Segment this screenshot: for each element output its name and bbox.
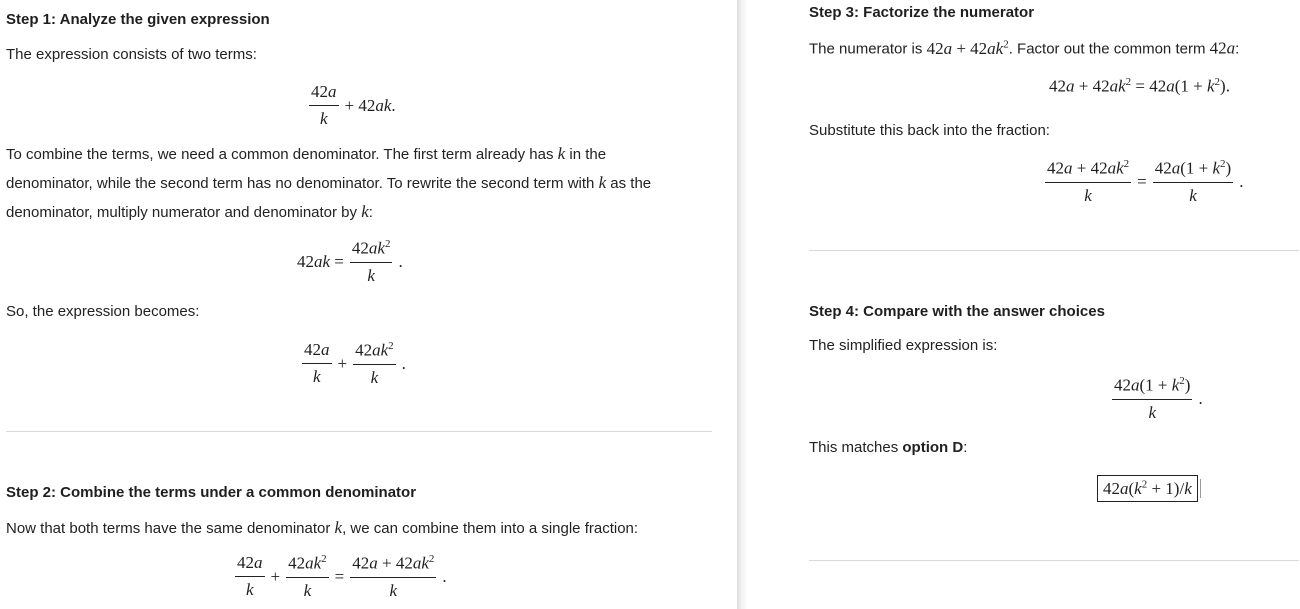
step1-explanation: To combine the terms, we need a common denominator. The first term already has k in the denominator, while the second term has no denominator. To rewrite the second term with k as the denominator, multiply numerator and denominator by k: <box>6 144 652 221</box>
simplified-expression: $\frac{42a(1 + k^2)}{k}$ . <box>1114 375 1203 422</box>
equation-combined-fraction: $\frac{42a}{k}$ + $\frac{42ak^2}{k}$ = $\frac{42a + 42ak^2}{k}$ . <box>237 553 447 600</box>
step1-intro: The expression consists of two terms: <box>6 46 257 63</box>
step1-heading: Step 1: Analyze the given expression <box>6 11 270 28</box>
equation-factorized: $42a + 42ak^2 = 42a(1 + k^2)$. <box>1049 76 1230 96</box>
equation-rewrite-second-term: 42ak = $\frac{42ak^2}{k}$ . <box>297 238 403 285</box>
divider <box>6 431 712 432</box>
step3-intro: The numerator is $42a + 42ak^2$. Factor out the common term 42a: <box>809 38 1240 58</box>
step3-heading: Step 3: Factorize the numerator <box>809 4 1035 21</box>
numerator-expression: $42a + 42ak^2$ <box>926 38 1009 58</box>
divider <box>809 250 1299 251</box>
step4-matches: This matches option D: <box>809 439 968 456</box>
common-term: 42a <box>1209 38 1236 58</box>
pane-divider-gutter <box>737 0 746 609</box>
step4-simplified: The simplified expression is: <box>809 337 998 354</box>
expression-original: $\frac{42a}{k}$ + 42ak. <box>311 82 396 128</box>
step2-intro: Now that both terms have the same denominator k, we can combine them into a single fraction: <box>6 518 639 537</box>
expression-common-denominator: $\frac{42a}{k}$ + $\frac{42ak^2}{k}$ . <box>304 340 406 387</box>
right-pane <box>746 0 1300 609</box>
boxed-answer: $42a(k^2 + 1)/k$ <box>1097 478 1205 499</box>
option-d-label: option D <box>902 439 964 456</box>
step2-heading: Step 2: Combine the terms under a common denominator <box>6 484 417 501</box>
equation-substituted: $\frac{42a + 42ak^2}{k}$ = $\frac{42a(1 + k^2)}{k}$ . <box>1047 158 1244 205</box>
divider <box>809 560 1299 561</box>
step1-becomes: So, the expression becomes: <box>6 303 200 320</box>
step3-substitute: Substitute this back into the fraction: <box>809 122 1050 139</box>
step4-heading: Step 4: Compare with the answer choices <box>809 303 1105 320</box>
